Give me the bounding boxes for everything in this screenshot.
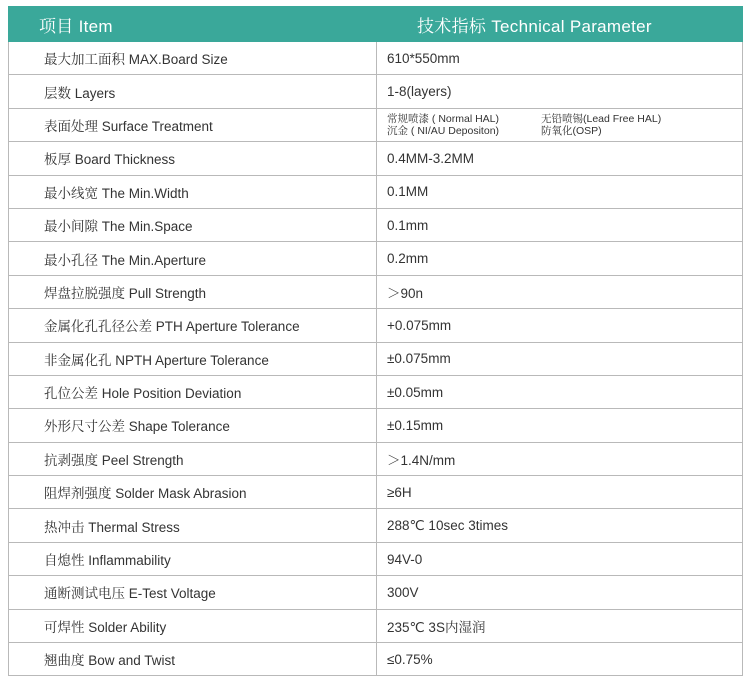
- value-cell: 0.1MM: [377, 175, 743, 208]
- table-row: [9, 275, 743, 308]
- table-row: [9, 42, 743, 75]
- table-row: [9, 242, 743, 275]
- item-cell: 最小线宽 The Min.Width: [9, 175, 377, 208]
- value-cell: 610*550mm: [377, 42, 743, 75]
- value-cell: 300V: [377, 576, 743, 609]
- item-cell: 孔位公差 Hole Position Deviation: [9, 375, 377, 408]
- table-row: [9, 375, 743, 408]
- item-cell: 通断测试电压 E-Test Voltage: [9, 576, 377, 609]
- item-cell: 阻焊剂强度 Solder Mask Abrasion: [9, 476, 377, 509]
- value-cell: 94V-0: [377, 542, 743, 575]
- table-row: [9, 509, 743, 542]
- value-cell: ±0.075mm: [377, 342, 743, 375]
- technical-parameter-table: [8, 6, 743, 676]
- table-row: [9, 476, 743, 509]
- spec-table-container: [8, 6, 742, 676]
- item-cell: 可焊性 Solder Ability: [9, 609, 377, 642]
- value-cell: ＞90n: [377, 275, 743, 308]
- table-row: [9, 542, 743, 575]
- value-cell: ＞1.4N/mm: [377, 442, 743, 475]
- item-cell: 板厚 Board Thickness: [9, 142, 377, 175]
- item-cell: 层数 Layers: [9, 75, 377, 108]
- table-row: [9, 142, 743, 175]
- item-cell: 最小孔径 The Min.Aperture: [9, 242, 377, 275]
- header-item: 项目 Item: [9, 7, 377, 42]
- surface-option-osp: 防氧化(OSP): [541, 124, 602, 137]
- item-cell: 非金属化孔 NPTH Aperture Tolerance: [9, 342, 377, 375]
- value-cell: 288℃ 10sec 3times: [377, 509, 743, 542]
- value-cell: ±0.15mm: [377, 409, 743, 442]
- item-cell: 热冲击 Thermal Stress: [9, 509, 377, 542]
- table-header-row: [9, 7, 743, 42]
- value-cell: +0.075mm: [377, 309, 743, 342]
- table-row: [9, 75, 743, 108]
- table-row: [9, 609, 743, 642]
- surface-option-ni-au: 沉金 ( NI/AU Depositon): [387, 124, 500, 137]
- table-row: [9, 208, 743, 241]
- table-row: [9, 409, 743, 442]
- item-cell: 最小间隙 The Min.Space: [9, 208, 377, 241]
- value-cell: ≥6H: [377, 476, 743, 509]
- table-row: [9, 342, 743, 375]
- value-cell: 0.4MM-3.2MM: [377, 142, 743, 175]
- surface-option-lead-free-hal: 无铅喷锡(Lead Free HAL): [541, 112, 662, 125]
- value-cell: ≤0.75%: [377, 643, 743, 676]
- value-cell: 1-8(layers): [377, 75, 743, 108]
- value-cell: 0.1mm: [377, 208, 743, 241]
- item-cell: 抗剥强度 Peel Strength: [9, 442, 377, 475]
- value-cell: ±0.05mm: [377, 375, 743, 408]
- value-cell: 235℃ 3S内湿润: [377, 609, 743, 642]
- table-row: [9, 175, 743, 208]
- item-cell: 最大加工面积 MAX.Board Size: [9, 42, 377, 75]
- value-cell: 0.2mm: [377, 242, 743, 275]
- item-cell: 自熄性 Inflammability: [9, 542, 377, 575]
- item-cell: 表面处理 Surface Treatment: [9, 108, 377, 141]
- table-row: [9, 309, 743, 342]
- table-row: [9, 643, 743, 676]
- item-cell: 外形尺寸公差 Shape Tolerance: [9, 409, 377, 442]
- table-row: [9, 442, 743, 475]
- item-cell: 金属化孔孔径公差 PTH Aperture Tolerance: [9, 309, 377, 342]
- table-row: [9, 576, 743, 609]
- header-parameter: 技术指标 Technical Parameter: [377, 7, 743, 42]
- surface-option-normal-hal: 常规喷漆 ( Normal HAL): [387, 112, 500, 125]
- item-cell: 焊盘拉脱强度 Pull Strength: [9, 275, 377, 308]
- surface-treatment-values: [377, 108, 743, 141]
- table-row: [9, 108, 743, 141]
- item-cell: 翘曲度 Bow and Twist: [9, 643, 377, 676]
